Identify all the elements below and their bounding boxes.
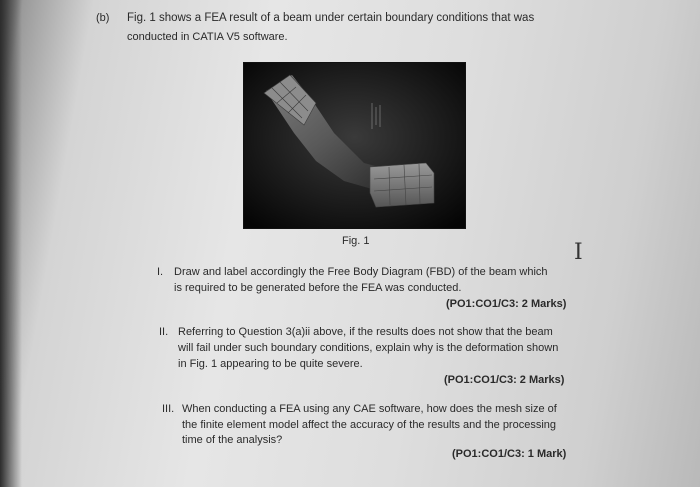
- part-3-marks: (PO1:CO1/C3: 1 Mark): [452, 448, 567, 460]
- part-3-line-3: time of the analysis?: [182, 434, 283, 446]
- question-text-line-2: conducted in CATIA V5 software.: [127, 31, 288, 43]
- part-1-line-1: Draw and label accordingly the Free Body Diagram (FBD) of the beam which: [174, 266, 548, 278]
- part-1-numeral: I.: [157, 266, 164, 278]
- part-2-line-1: Referring to Question 3(a)ii above, if the results does not show that the beam: [178, 326, 553, 338]
- fea-result-figure: [243, 62, 466, 229]
- part-2-line-2: will fail under such boundary conditions, explain why is the deformation shown: [178, 342, 559, 354]
- part-1-line-2: is required to be generated before the FEA was conducted.: [174, 282, 462, 294]
- question-text-line-1: Fig. 1 shows a FEA result of a beam under certain boundary conditions that was: [127, 12, 535, 24]
- page-edge-shadow: [0, 0, 22, 487]
- question-label: (b): [96, 12, 110, 24]
- part-2-line-3: in Fig. 1 appearing to be quite severe.: [178, 358, 363, 370]
- part-1-marks: (PO1:CO1/C3: 2 Marks): [446, 298, 567, 310]
- part-3-line-2: the finite element model affect the accuracy of the results and the processing: [182, 419, 557, 431]
- part-3-numeral: III.: [162, 403, 175, 415]
- text-cursor-icon: I: [574, 240, 583, 265]
- part-3-line-1: When conducting a FEA using any CAE software, how does the mesh size of: [182, 403, 557, 415]
- figure-caption: Fig. 1: [342, 235, 370, 247]
- part-2-numeral: II.: [159, 326, 169, 338]
- part-2-marks: (PO1:CO1/C3: 2 Marks): [444, 374, 565, 386]
